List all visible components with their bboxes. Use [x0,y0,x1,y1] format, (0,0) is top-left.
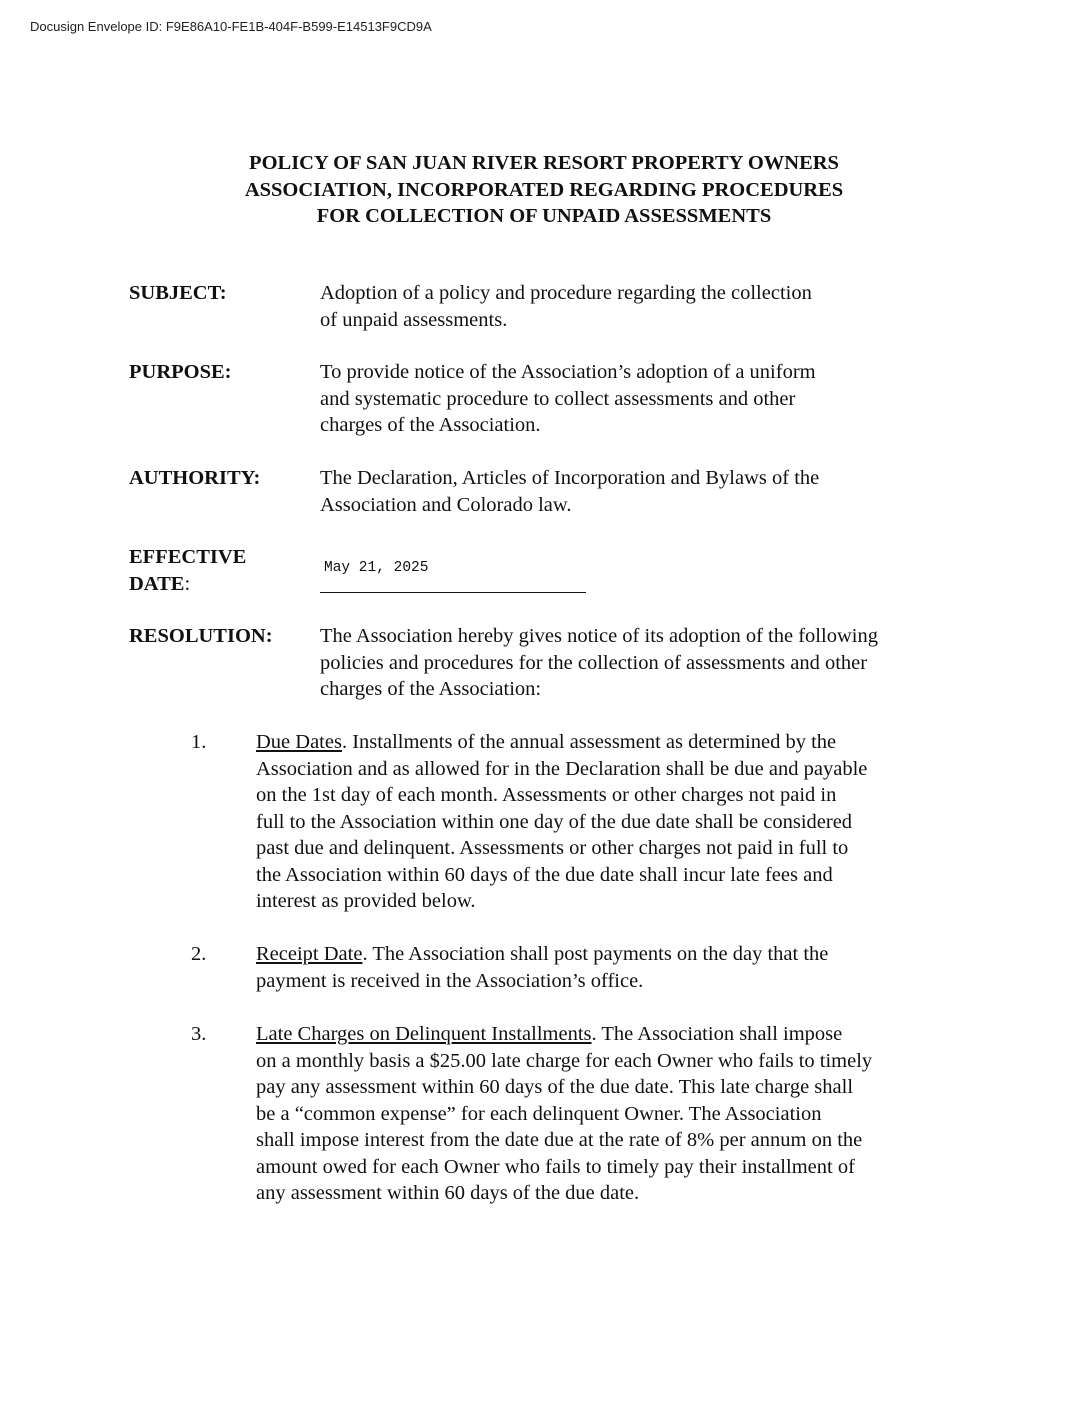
item-heading: Late Charges on Delinquent Installments [256,1023,592,1045]
item-line: any assessment within 60 days of the due date. [256,1182,640,1204]
item-line: on the 1st day of each month. Assessments or other charges not paid in [256,784,837,806]
subject-line: Adoption of a policy and procedure regarding the collection [320,282,812,304]
item-text: . The Association shall post payments on the day that the [362,943,829,965]
item-line: amount owed for each Owner who fails to timely pay their installment of [256,1155,855,1178]
item-line: interest as provided below. [256,890,476,912]
item-line: past due and delinquent. Assessments or other charges not paid in full to [256,837,849,859]
list-item [256,1021,976,1207]
subject-label: SUBJECT: [129,282,227,304]
purpose-line: To provide notice of the Association’s adoption of a uniform [320,361,816,383]
list-item [256,941,976,994]
item-line: full to the Association within one day of the due date shall be considered [256,810,853,833]
effective-date-label [129,544,246,597]
authority-label: AUTHORITY: [129,467,261,489]
title-line: FOR COLLECTION OF UNPAID ASSESSMENTS [316,205,772,227]
purpose-line: charges of the Association. [320,414,541,436]
subject-line: of unpaid assessments. [320,308,508,331]
item-line: Association and as allowed for in the Declaration shall be due and payable [256,757,868,780]
item-heading: Receipt Date [256,943,363,965]
item-line: shall impose interest from the date due at the rate of 8% per annum on the [256,1129,863,1151]
resolution-text [320,623,970,703]
resolution-line: charges of the Association: [320,678,542,700]
effective-date-label-line: EFFECTIVE [129,546,247,568]
list-item [256,729,976,915]
item-line: pay any assessment within 60 days of the due date. This late charge shall [256,1076,854,1098]
item-line: the Association within 60 days of the due date shall incur late fees and [256,863,833,886]
item-text: . Installments of the annual assessment as determined by the [341,731,837,753]
authority-text [320,465,970,518]
resolution-line: The Association hereby gives notice of its adoption of the following [320,625,878,647]
authority-line: The Declaration, Articles of Incorporation and Bylaws of the [320,467,820,489]
purpose-line: and systematic procedure to collect assessments and other [320,387,796,410]
document-title [0,150,1088,230]
envelope-id: Docusign Envelope ID: F9E86A10-FE1B-404F-B599-E14513F9CD9A [30,19,432,34]
item-text: . The Association shall impose [591,1023,843,1045]
item-line: on a monthly basis a $25.00 late charge for each Owner who fails to timely [256,1049,873,1072]
item-line: payment is received in the Association’s office. [256,969,644,992]
title-line: POLICY OF SAN JUAN RIVER RESORT PROPERTY OWNERS [249,152,839,174]
item-number: 3. [191,1023,207,1045]
title-line: ASSOCIATION, INCORPORATED REGARDING PROCEDURES [244,178,844,201]
resolution-line: policies and procedures for the collection of assessments and other [320,651,868,674]
effective-date-field [320,548,586,593]
item-number: 2. [191,943,207,965]
effective-date-label-line: DATE: [129,572,191,595]
item-heading: Due Dates [256,731,342,753]
resolution-label: RESOLUTION: [129,625,273,647]
item-number: 1. [191,731,207,753]
effective-date-value: May 21, 2025 [324,560,429,576]
purpose-label: PURPOSE: [129,361,232,383]
subject-text [320,280,970,333]
authority-line: Association and Colorado law. [320,493,572,516]
item-line: be a “common expense” for each delinquent Owner. The Association [256,1102,822,1125]
purpose-text [320,359,970,439]
